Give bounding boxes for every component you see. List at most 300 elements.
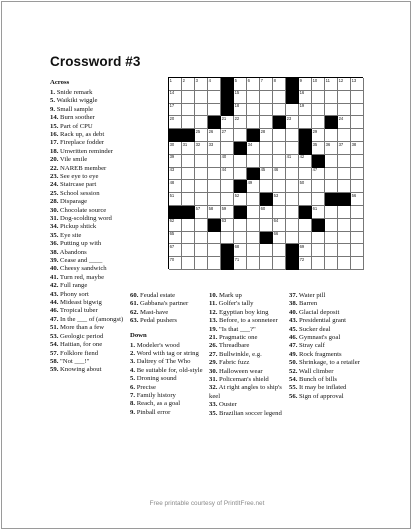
grid-cell[interactable] <box>338 232 351 245</box>
grid-cell[interactable] <box>260 155 273 168</box>
clue-text: Ouster <box>217 401 237 409</box>
grid-cell[interactable] <box>273 142 286 155</box>
grid-cell[interactable] <box>299 91 312 104</box>
grid-cell[interactable] <box>286 104 299 117</box>
grid-cell[interactable] <box>169 91 182 104</box>
clue-number-label: 1. <box>50 88 56 96</box>
grid-cell[interactable] <box>273 232 286 245</box>
grid-cell[interactable] <box>325 91 338 104</box>
grid-cell[interactable] <box>195 91 208 104</box>
grid-cell[interactable] <box>338 206 351 219</box>
grid-cell[interactable] <box>208 129 221 142</box>
grid-black-cell <box>260 232 273 245</box>
grid-cell[interactable] <box>286 116 299 129</box>
grid-cell[interactable] <box>312 142 325 155</box>
grid-cell[interactable] <box>260 142 273 155</box>
clue-item <box>50 249 126 257</box>
grid-cell[interactable] <box>351 180 364 193</box>
grid-cell[interactable] <box>351 91 364 104</box>
grid-cell[interactable] <box>325 232 338 245</box>
grid-cell[interactable] <box>234 193 247 206</box>
clue-number: 39 <box>169 154 175 160</box>
grid-cell[interactable] <box>325 244 338 257</box>
clue-text: Putting up with <box>58 240 102 248</box>
grid-cell[interactable] <box>182 180 195 193</box>
grid-cell[interactable] <box>208 155 221 168</box>
grid-cell[interactable] <box>286 180 299 193</box>
grid-cell[interactable] <box>299 180 312 193</box>
grid-cell[interactable] <box>221 142 234 155</box>
grid-cell[interactable] <box>273 206 286 219</box>
clue-number: 8 <box>273 77 276 83</box>
grid-cell[interactable] <box>312 104 325 117</box>
clue-text: Disparage <box>58 198 88 206</box>
grid-cell[interactable] <box>351 244 364 257</box>
clue-text: Staircase part <box>58 181 97 189</box>
grid-cell[interactable] <box>273 168 286 181</box>
grid-cell[interactable] <box>247 180 260 193</box>
grid-cell[interactable] <box>286 129 299 142</box>
clue-text: Pickup shtick <box>58 223 97 231</box>
clue-item <box>289 326 369 334</box>
clue-item <box>50 350 126 358</box>
grid-cell[interactable] <box>312 232 325 245</box>
grid-cell[interactable] <box>182 78 195 91</box>
grid-cell[interactable] <box>208 244 221 257</box>
clue-number-label: 30. <box>50 206 59 214</box>
grid-cell[interactable] <box>208 168 221 181</box>
grid-cell[interactable] <box>221 168 234 181</box>
clue-text: "Not ___!" <box>58 357 90 365</box>
grid-cell[interactable] <box>260 116 273 129</box>
grid-cell[interactable] <box>338 78 351 91</box>
grid-cell[interactable] <box>273 155 286 168</box>
grid-cell[interactable] <box>273 257 286 270</box>
grid-cell[interactable] <box>247 116 260 129</box>
clue-text: Fabric fuzz <box>217 359 250 367</box>
grid-cell[interactable] <box>195 129 208 142</box>
grid-cell[interactable] <box>195 206 208 219</box>
clue-item <box>130 400 204 408</box>
grid-cell[interactable] <box>260 244 273 257</box>
grid-cell[interactable] <box>351 219 364 232</box>
clue-number: 50 <box>299 179 305 185</box>
grid-cell[interactable] <box>195 104 208 117</box>
grid-cell[interactable] <box>208 193 221 206</box>
grid-cell[interactable] <box>169 104 182 117</box>
grid-cell[interactable] <box>325 78 338 91</box>
grid-cell[interactable] <box>195 244 208 257</box>
clues-column-3 <box>209 292 287 418</box>
grid-cell[interactable] <box>325 219 338 232</box>
clue-item <box>50 232 126 240</box>
clue-item <box>209 292 287 300</box>
clue-text: Brazilian soccer legend <box>217 409 282 417</box>
grid-cell[interactable] <box>182 219 195 232</box>
clue-text: More than a few <box>58 324 105 332</box>
grid-cell[interactable] <box>273 244 286 257</box>
grid-cell[interactable] <box>247 232 260 245</box>
grid-cell[interactable] <box>169 257 182 270</box>
grid-cell[interactable] <box>351 193 364 206</box>
clue-number-label: 21. <box>209 334 218 342</box>
grid-cell[interactable] <box>299 244 312 257</box>
grid-cell[interactable] <box>273 104 286 117</box>
grid-cell[interactable] <box>195 180 208 193</box>
grid-cell[interactable] <box>195 155 208 168</box>
clue-number-label: 54. <box>50 341 59 349</box>
clue-text: Gabbana's partner <box>138 300 189 308</box>
clue-text: Glacial deposit <box>297 308 340 316</box>
clue-number-label: 53. <box>50 332 59 340</box>
clue-number: 1 <box>169 77 172 83</box>
grid-cell[interactable] <box>234 244 247 257</box>
grid-cell[interactable] <box>221 116 234 129</box>
clue-number-label: 29. <box>209 359 218 367</box>
grid-cell[interactable] <box>208 91 221 104</box>
grid-cell[interactable] <box>221 180 234 193</box>
grid-cell[interactable] <box>312 180 325 193</box>
clue-text: Pragmatic one <box>217 334 258 342</box>
clue-item <box>50 333 126 341</box>
grid-cell[interactable] <box>182 193 195 206</box>
grid-cell[interactable] <box>260 129 273 142</box>
grid-cell[interactable] <box>312 78 325 91</box>
grid-cell[interactable] <box>182 155 195 168</box>
grid-black-cell <box>221 257 234 270</box>
grid-cell[interactable] <box>273 91 286 104</box>
grid-cell[interactable] <box>286 206 299 219</box>
grid-cell[interactable] <box>247 206 260 219</box>
clue-number: 63 <box>221 218 227 224</box>
clue-item <box>50 131 126 139</box>
clue-number-label: 36. <box>50 240 59 248</box>
clue-text: Golfer's tally <box>217 300 254 308</box>
clue-text: Bullwinkle, e.g. <box>217 350 262 358</box>
grid-cell[interactable] <box>260 91 273 104</box>
clue-number: 26 <box>208 128 214 134</box>
grid-cell[interactable] <box>234 91 247 104</box>
grid-cell[interactable] <box>325 155 338 168</box>
grid-cell[interactable] <box>338 257 351 270</box>
grid-cell[interactable] <box>351 78 364 91</box>
clue-number-label: 54. <box>289 376 298 384</box>
clue-number-label: 35. <box>50 231 59 239</box>
grid-cell[interactable] <box>312 129 325 142</box>
grid-cell[interactable] <box>273 129 286 142</box>
grid-cell[interactable] <box>247 244 260 257</box>
clue-number: 69 <box>299 243 305 249</box>
grid-cell[interactable] <box>325 257 338 270</box>
grid-cell[interactable] <box>182 142 195 155</box>
clue-number: 20 <box>169 115 175 121</box>
grid-cell[interactable] <box>221 129 234 142</box>
grid-cell[interactable] <box>182 91 195 104</box>
clue-number: 22 <box>234 115 240 121</box>
grid-cell[interactable] <box>325 168 338 181</box>
clue-number: 56 <box>351 192 357 198</box>
grid-cell[interactable] <box>351 142 364 155</box>
grid-cell[interactable] <box>234 257 247 270</box>
clue-text: Sign of approval <box>297 392 344 400</box>
grid-cell[interactable] <box>286 168 299 181</box>
grid-cell[interactable] <box>351 116 364 129</box>
clue-text: Snide remark <box>55 88 93 96</box>
grid-cell[interactable] <box>247 155 260 168</box>
grid-cell[interactable] <box>273 180 286 193</box>
grid-cell[interactable] <box>351 206 364 219</box>
grid-cell[interactable] <box>338 129 351 142</box>
grid-cell[interactable] <box>286 155 299 168</box>
grid-cell[interactable] <box>325 142 338 155</box>
grid-cell[interactable] <box>182 116 195 129</box>
clue-item <box>50 257 126 265</box>
clue-text: Gymnast's goal <box>297 334 341 342</box>
grid-cell[interactable] <box>325 206 338 219</box>
grid-cell[interactable] <box>312 257 325 270</box>
clue-item <box>130 350 204 358</box>
clue-number: 10 <box>312 77 318 83</box>
grid-cell[interactable] <box>169 168 182 181</box>
grid-cell[interactable] <box>221 219 234 232</box>
clue-number-label: 17. <box>50 139 59 147</box>
grid-cell[interactable] <box>273 219 286 232</box>
grid-cell[interactable] <box>234 116 247 129</box>
grid-cell[interactable] <box>208 180 221 193</box>
grid-cell[interactable] <box>286 193 299 206</box>
grid-cell[interactable] <box>234 129 247 142</box>
grid-black-cell <box>234 142 247 155</box>
clue-number: 5 <box>234 77 237 83</box>
grid-cell[interactable] <box>325 129 338 142</box>
grid-cell[interactable] <box>195 116 208 129</box>
clue-item <box>50 324 126 332</box>
grid-cell[interactable] <box>182 168 195 181</box>
grid-cell[interactable] <box>169 232 182 245</box>
grid-cell[interactable] <box>286 142 299 155</box>
clue-item <box>289 300 369 308</box>
clue-number: 4 <box>208 77 211 83</box>
grid-cell[interactable] <box>299 168 312 181</box>
grid-cell[interactable] <box>169 193 182 206</box>
grid-cell[interactable] <box>351 168 364 181</box>
grid-cell[interactable] <box>260 78 273 91</box>
grid-cell[interactable] <box>234 78 247 91</box>
grid-cell[interactable] <box>208 257 221 270</box>
grid-cell[interactable] <box>312 244 325 257</box>
clue-item <box>209 326 287 334</box>
grid-cell[interactable] <box>169 116 182 129</box>
clue-item <box>289 393 369 401</box>
clue-text: Bunch of bills <box>297 376 337 384</box>
grid-cell[interactable] <box>247 219 260 232</box>
grid-cell[interactable] <box>312 193 325 206</box>
clue-number-label: 24. <box>50 181 59 189</box>
grid-cell[interactable] <box>351 155 364 168</box>
grid-cell[interactable] <box>338 91 351 104</box>
grid-cell[interactable] <box>299 257 312 270</box>
clue-number: 43 <box>169 167 175 173</box>
grid-cell[interactable] <box>260 219 273 232</box>
grid-black-cell <box>182 206 195 219</box>
grid-cell[interactable] <box>195 168 208 181</box>
across-clue-list <box>50 89 126 375</box>
grid-cell[interactable] <box>247 257 260 270</box>
grid-cell[interactable] <box>338 104 351 117</box>
clue-text: Threadbare <box>217 342 250 350</box>
grid-cell[interactable] <box>182 257 195 270</box>
grid-cell[interactable] <box>182 244 195 257</box>
grid-cell[interactable] <box>338 168 351 181</box>
grid-cell[interactable] <box>208 104 221 117</box>
clue-text: Mark up <box>217 292 242 299</box>
grid-cell[interactable] <box>195 193 208 206</box>
grid-cell[interactable] <box>182 104 195 117</box>
grid-cell[interactable] <box>312 116 325 129</box>
grid-cell[interactable] <box>247 104 260 117</box>
grid-cell[interactable] <box>260 206 273 219</box>
clue-number-label: 12. <box>209 308 218 316</box>
clue-text: Pinball error <box>135 408 171 416</box>
grid-cell[interactable] <box>338 219 351 232</box>
grid-cell[interactable] <box>299 219 312 232</box>
clue-number-label: 61. <box>130 300 139 308</box>
clue-number-label: 3. <box>130 358 136 366</box>
clue-text: Halloween wear <box>217 367 263 375</box>
clue-item <box>130 392 204 400</box>
down-clue-list <box>130 342 204 418</box>
grid-cell[interactable] <box>195 232 208 245</box>
clue-number-label: 31. <box>209 376 218 384</box>
grid-cell[interactable] <box>195 78 208 91</box>
grid-cell[interactable] <box>299 116 312 129</box>
grid-cell[interactable] <box>325 104 338 117</box>
grid-cell[interactable] <box>312 206 325 219</box>
grid-cell[interactable] <box>221 206 234 219</box>
clue-number-label: 40. <box>50 265 59 273</box>
grid-cell[interactable] <box>299 193 312 206</box>
grid-cell[interactable] <box>273 78 286 91</box>
grid-cell[interactable] <box>234 232 247 245</box>
clue-text: Full range <box>58 282 88 290</box>
grid-cell[interactable] <box>312 91 325 104</box>
grid-cell[interactable] <box>260 257 273 270</box>
clue-item <box>130 309 204 317</box>
clue-item <box>50 358 126 366</box>
clue-item <box>130 367 204 375</box>
grid-cell[interactable] <box>260 180 273 193</box>
grid-cell[interactable] <box>195 257 208 270</box>
clue-text: Modeler's wood <box>135 341 180 349</box>
crossword-grid[interactable] <box>168 77 363 269</box>
grid-cell[interactable] <box>286 219 299 232</box>
grid-cell[interactable] <box>169 219 182 232</box>
grid-cell[interactable] <box>247 193 260 206</box>
grid-cell[interactable] <box>338 155 351 168</box>
grid-cell[interactable] <box>299 78 312 91</box>
clue-number-label: 38. <box>50 248 59 256</box>
clue-text: Tropical tuber <box>58 307 98 315</box>
across-heading: Across <box>50 79 70 86</box>
grid-cell[interactable] <box>338 116 351 129</box>
grid-black-cell <box>247 129 260 142</box>
grid-cell[interactable] <box>182 232 195 245</box>
grid-cell[interactable] <box>169 180 182 193</box>
clue-item <box>130 300 204 308</box>
grid-cell[interactable] <box>234 155 247 168</box>
grid-cell[interactable] <box>338 142 351 155</box>
clue-item <box>289 334 369 342</box>
grid-cell[interactable] <box>351 129 364 142</box>
grid-cell[interactable] <box>338 180 351 193</box>
grid-cell[interactable] <box>169 244 182 257</box>
clue-number-label: 34. <box>50 223 59 231</box>
clue-item <box>50 366 126 374</box>
grid-cell[interactable] <box>299 155 312 168</box>
clue-text: Droning sound <box>135 375 177 383</box>
clue-number-label: 7. <box>130 391 136 399</box>
clue-number-label: 63. <box>130 317 139 325</box>
grid-cell[interactable] <box>299 104 312 117</box>
grid-cell[interactable] <box>260 168 273 181</box>
clue-text: Sucker deal <box>297 325 331 333</box>
clue-text: NAREB member <box>58 164 107 172</box>
clue-number-label: 33. <box>209 401 218 409</box>
clue-number-label: 26. <box>209 342 218 350</box>
grid-cell[interactable] <box>234 104 247 117</box>
grid-cell[interactable] <box>208 206 221 219</box>
clue-item <box>50 114 126 122</box>
clue-item <box>50 106 126 114</box>
clue-number: 68 <box>234 243 240 249</box>
grid-cell[interactable] <box>247 78 260 91</box>
grid-cell[interactable] <box>351 257 364 270</box>
clue-number-label: 10. <box>209 292 218 299</box>
down-clue-list-continued-2 <box>289 292 369 401</box>
grid-cell[interactable] <box>221 155 234 168</box>
grid-cell[interactable] <box>312 168 325 181</box>
grid-cell[interactable] <box>169 155 182 168</box>
grid-cell[interactable] <box>169 78 182 91</box>
grid-cell[interactable] <box>234 168 247 181</box>
grid-cell[interactable] <box>325 180 338 193</box>
grid-cell[interactable] <box>221 232 234 245</box>
grid-cell[interactable] <box>247 91 260 104</box>
grid-cell[interactable] <box>260 104 273 117</box>
grid-cell[interactable] <box>351 104 364 117</box>
grid-cell[interactable] <box>299 232 312 245</box>
grid-cell[interactable] <box>234 219 247 232</box>
grid-cell[interactable] <box>351 232 364 245</box>
grid-cell[interactable] <box>208 78 221 91</box>
grid-cell[interactable] <box>338 244 351 257</box>
grid-cell[interactable] <box>286 232 299 245</box>
grid-cell[interactable] <box>195 219 208 232</box>
grid-cell[interactable] <box>195 142 208 155</box>
clue-item <box>209 309 287 317</box>
clue-text: Before, to a sonneteer <box>217 317 278 325</box>
grid-cell[interactable] <box>169 142 182 155</box>
grid-cell[interactable] <box>221 193 234 206</box>
clue-number-label: 46. <box>289 334 298 342</box>
clue-text: Rack up, as debt <box>58 130 105 138</box>
grid-cell[interactable] <box>247 142 260 155</box>
grid-cell[interactable] <box>273 193 286 206</box>
clue-number-label: 31. <box>50 215 59 222</box>
clue-number-label: 58. <box>50 357 59 365</box>
grid-cell[interactable] <box>208 232 221 245</box>
grid-cell[interactable] <box>208 142 221 155</box>
